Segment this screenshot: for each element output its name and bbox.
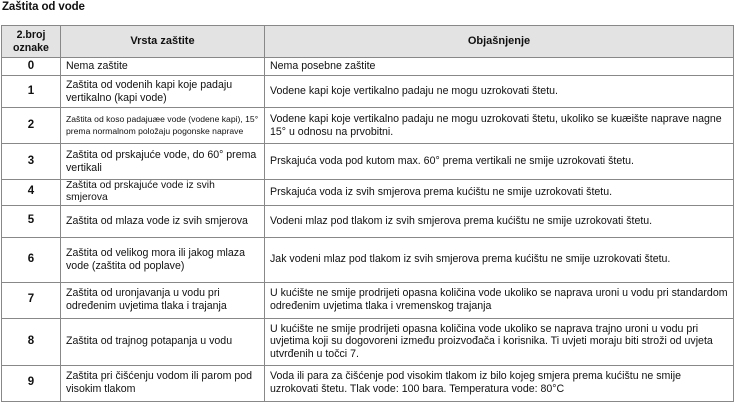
water-protection-table [1, 25, 734, 402]
row-number: 8 [2, 318, 61, 365]
header-number [2, 26, 61, 58]
table-row-2 [2, 108, 734, 144]
row-number: 1 [2, 76, 61, 108]
table-row-1 [2, 76, 734, 108]
row-vrsta: Nema zaštite [61, 58, 265, 76]
row-objasnjenje: Prskajuća voda pod kutom max. 60° prema vertikali ne smije uzrokovati štetu. [265, 144, 734, 180]
row-number: 2 [2, 108, 61, 144]
row-vrsta: Zaštita od prskajuće vode iz svih smjerova [61, 180, 265, 206]
table-row-5 [2, 205, 734, 237]
header-objasnjenje: Objašnjenje [265, 26, 734, 58]
row-number: 9 [2, 365, 61, 401]
row-objasnjenje: U kućište ne smije prodrijeti opasna količina vode ukoliko se naprava trajno uroni u vodu pri uvjetima koji su dogovoreni između proizvođača i korisnika. Ti uvjeti moraju biti stroži od uvjeta utvrđenih u točci 7. [265, 318, 734, 365]
row-vrsta: Zaštita od mlaza vode iz svih smjerova [61, 205, 265, 237]
table-row-6 [2, 237, 734, 282]
row-number: 3 [2, 144, 61, 180]
row-vrsta: Zaštita od vodenih kapi koje padaju vertikalno (kapi vode) [61, 76, 265, 108]
row-objasnjenje: Prskajuća voda iz svih smjerova prema kućištu ne smije uzrokovati štetu. [265, 180, 734, 206]
row-number: 6 [2, 237, 61, 282]
row-objasnjenje: Vodeni mlaz pod tlakom iz svih smjerova prema kućištu ne smije uzrokovati štetu. [265, 205, 734, 237]
row-vrsta: Zaštita pri čišćenju vodom ili parom pod visokim tlakom [61, 365, 265, 401]
header-number-line-2: oznake [13, 41, 49, 54]
row-vrsta: Zaštita od trajnog potapanja u vodu [61, 318, 265, 365]
header-vrsta: Vrsta zaštite [61, 26, 265, 58]
header-row [2, 26, 734, 58]
row-objasnjenje: U kućište ne smije prodrijeti opasna količina vode ukoliko se naprava uroni u vodu pri standardom određenim uvjetima tlaka i vremenskog trajanja [265, 282, 734, 318]
table-row-8 [2, 318, 734, 365]
row-vrsta: Zaštita od uronjavanja u vodu pri određenim uvjetima tlaka i trajanja [61, 282, 265, 318]
table-row-7 [2, 282, 734, 318]
table-row-9 [2, 365, 734, 401]
row-objasnjenje: Vodene kapi koje vertikalno padaju ne mogu uzrokovati štetu, ukoliko se kuæište naprave nagne 15° u odnosu na prvobitni. [265, 108, 734, 144]
row-number: 7 [2, 282, 61, 318]
row-objasnjenje: Vodene kapi koje vertikalno padaju ne mogu uzrokovati štetu. [265, 76, 734, 108]
table-row-3 [2, 144, 734, 180]
row-objasnjenje: Jak vodeni mlaz pod tlakom iz svih smjerova prema kućištu ne smije uzrokovati štetu. [265, 237, 734, 282]
table-row-0 [2, 58, 734, 76]
row-objasnjenje: Voda ili para za čišćenje pod visokim tlakom iz bilo kojeg smjera prema kućištu ne smije uzrokovati štetu. Tlak vode: 100 bara. Temperatura vode: 80°C [265, 365, 734, 401]
section-title: Zaštita od vode [2, 1, 85, 13]
row-vrsta: Zaštita od velikog mora ili jakog mlaza vode (zaštita od poplave) [61, 237, 265, 282]
row-number: 4 [2, 180, 61, 206]
row-vrsta: Zaštita od prskajuće vode, do 60° prema vertikali [61, 144, 265, 180]
row-vrsta: Zaštita od koso padajuæe vode (vodene kapi), 15° prema normalnom položaju pogonske naprave [61, 108, 265, 144]
header-number-line-1: 2.broj [16, 29, 46, 42]
row-number: 5 [2, 205, 61, 237]
row-number: 0 [2, 58, 61, 76]
table-row-4 [2, 180, 734, 206]
row-objasnjenje: Nema posebne zaštite [265, 58, 734, 76]
